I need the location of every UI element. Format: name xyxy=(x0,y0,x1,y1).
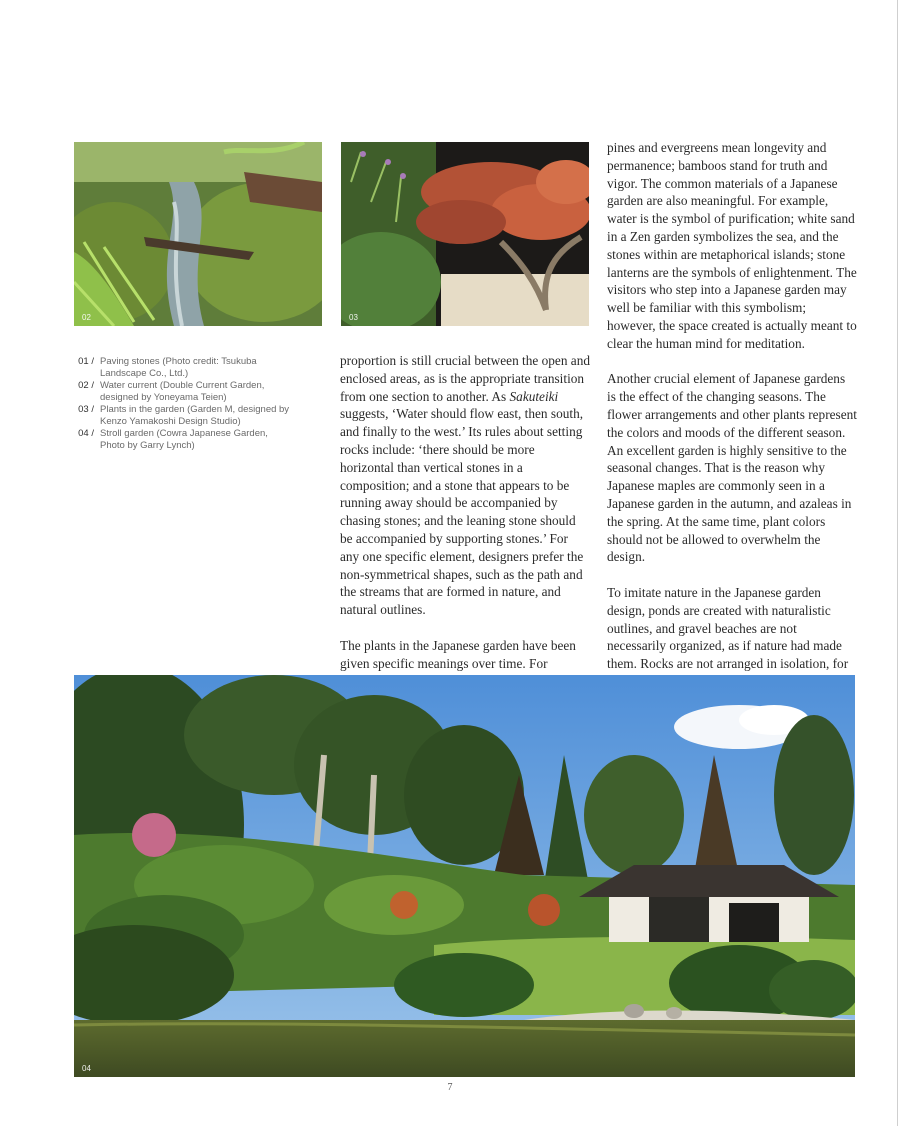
caption-text: Stroll garden (Cowra Japanese Garden, Photo by Garry Lynch) xyxy=(100,428,268,451)
body-text: suggests, ‘Water should flow east, then south, and finally to the west.’ Its rules about setting rocks include: ‘there should be more horizontal than vertical stones in a composition; and a stone that appears to be running away should be accompanied by chasing stones; and the leaning stone should be accompanied by supporting stones.’ For any one specific element, designers prefer the non-symmetrical shapes, such as the path and the streams that are formed in nature, and natural outlines. xyxy=(340,406,584,618)
stroll-garden-image xyxy=(74,675,855,1077)
book-title-italic: Sakuteiki xyxy=(509,388,559,404)
caption-text: Plants in the garden (Garden M, designed by Kenzo Yamakoshi Design Studio) xyxy=(100,404,290,427)
photo-stroll-garden xyxy=(74,675,855,1077)
caption-01 xyxy=(60,356,290,380)
caption-04 xyxy=(60,428,290,452)
caption-number: 04 / xyxy=(78,428,94,439)
body-paragraph: Another crucial element of Japanese gardens is the effect of the changing seasons. The flower arrangements and other plants represent the colors and moods of the different season. An excellent garden is highly sensitive to the seasonal changes. That is the reason why Japanese maples are commonly seen in a Japanese garden in the autumn, and azaleas in the spring. At the same time, plant colors should not be allowed to overwhelm the design. xyxy=(607,371,857,565)
photo-water-current xyxy=(74,142,322,326)
photo-number-02: 02 xyxy=(82,313,91,322)
photo-captions xyxy=(60,356,290,452)
photo-number-03: 03 xyxy=(349,313,358,322)
page-number: 7 xyxy=(447,1082,453,1093)
caption-number: 03 / xyxy=(78,404,94,415)
caption-text: Paving stones (Photo credit: Tsukuba Landscape Co., Ltd.) xyxy=(100,356,257,379)
water-current-image xyxy=(74,142,322,326)
body-text: proportion is still crucial between the open and enclosed areas, as is the appropriate transition from one section to another. As xyxy=(340,353,590,404)
caption-number: 02 / xyxy=(78,380,94,391)
body-column-right xyxy=(607,139,857,691)
body-paragraph: pines and evergreens mean longevity and permanence; bamboos stand for truth and vigor. The common materials of a Japanese garden are also meaningful. For example, water is the symbol of purification; white sand in a Zen garden symbolizes the sea, and the stones within are metaphorical islands; stone lanterns are the symbols of enlightenment. The visitors who step into a Japanese garden may well be familiar with this symbolism; however, the space created is actually meant to clear the human mind for meditation. xyxy=(607,140,857,351)
page-edge-line xyxy=(897,0,898,1126)
body-paragraph: To imitate nature in the Japanese garden design, ponds are created with naturalistic outlines, and gravel beaches are not necessarily organized, as if nature had made them. Rocks are not arranged in isolation, for xyxy=(607,584,849,672)
caption-02 xyxy=(60,380,290,404)
photo-number-04: 04 xyxy=(82,1064,91,1073)
photo-plants xyxy=(341,142,589,326)
caption-03 xyxy=(60,404,290,428)
caption-text: Water current (Double Current Garden, designed by Yoneyama Teien) xyxy=(100,380,265,403)
body-column-middle xyxy=(340,352,590,690)
body-paragraph: The plants in the Japanese garden have been given specific meanings over time. For xyxy=(340,637,576,671)
body-paragraph xyxy=(340,352,590,619)
caption-number: 01 / xyxy=(78,356,94,367)
maple-plants-image xyxy=(341,142,589,326)
